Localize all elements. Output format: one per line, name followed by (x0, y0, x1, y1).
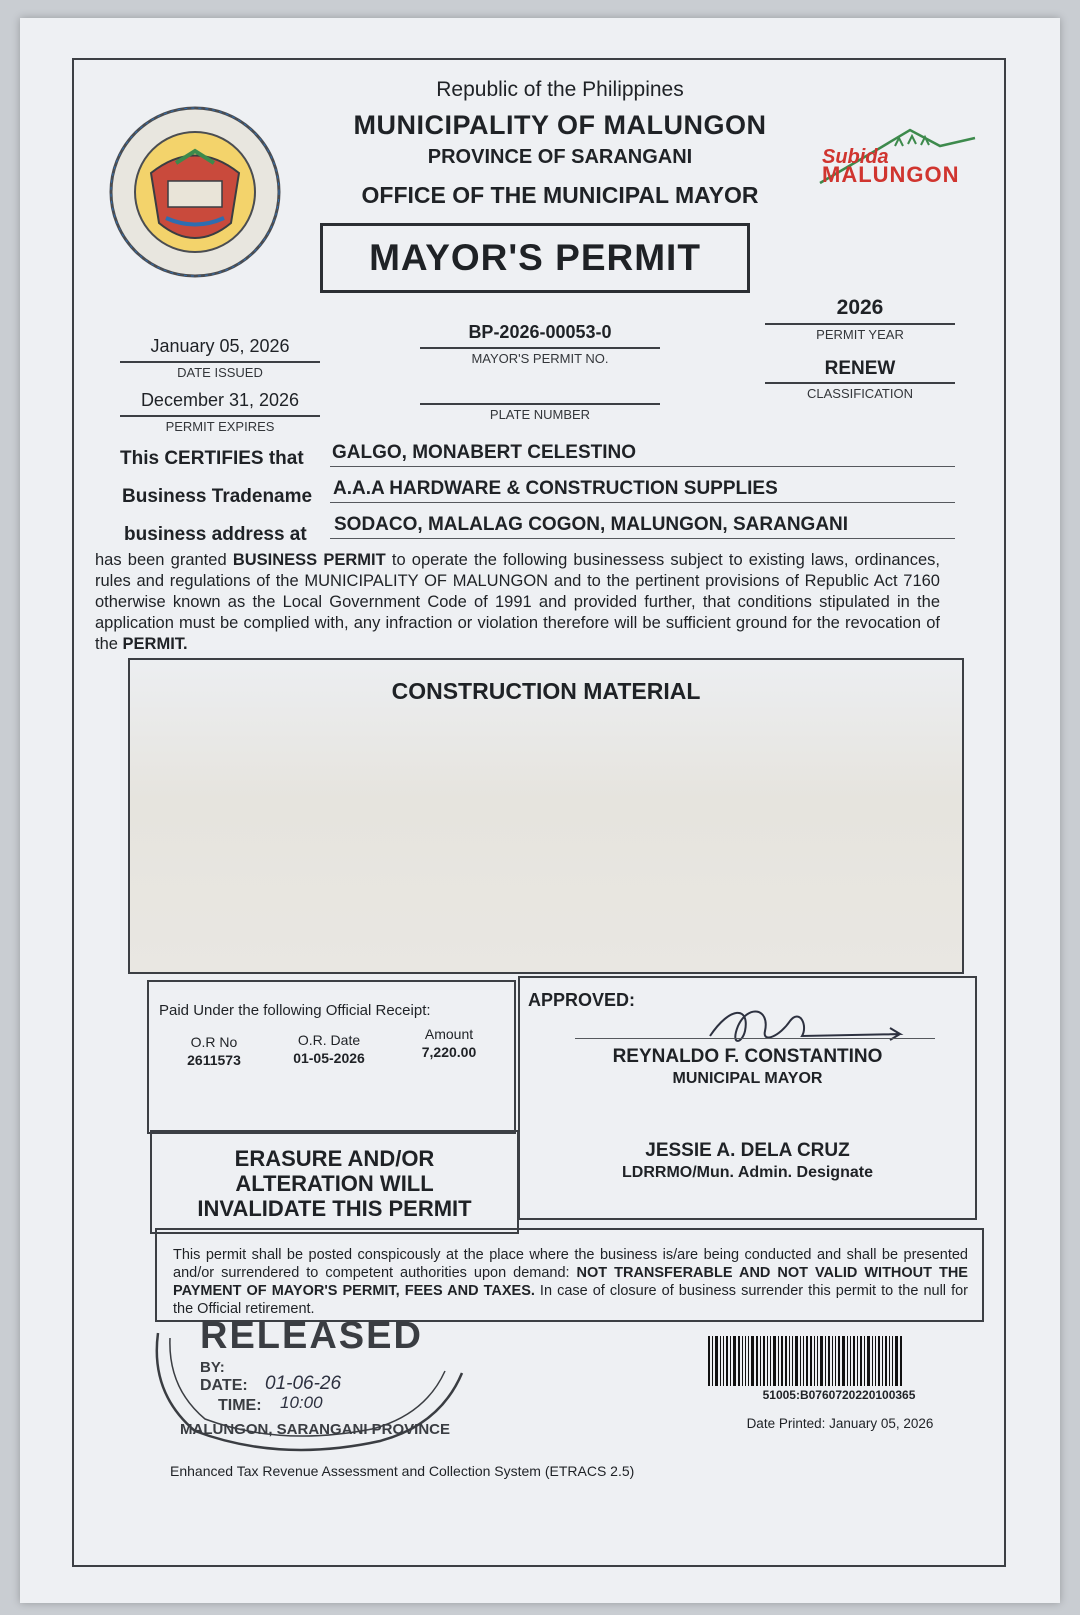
admin-title: LDRRMO/Mun. Admin. Designate (622, 1164, 873, 1181)
paragraph-bold-1: BUSINESS PERMIT (232, 551, 386, 569)
permit-year-value: 2026 (836, 296, 884, 319)
barcode-bar (785, 1336, 787, 1386)
classification-value: RENEW (824, 358, 896, 379)
warning-line2: ALTERATION WILL (235, 1171, 434, 1196)
barcode-bar (742, 1336, 743, 1386)
barcode-bar (853, 1336, 855, 1386)
barcode-bar (806, 1336, 808, 1386)
barcode-bar (825, 1336, 826, 1386)
barcode-bar (792, 1336, 793, 1386)
footer-system: Enhanced Tax Revenue Assessment and Collection System (ETRACS 2.5) (170, 1463, 635, 1479)
address-value: SODACO, MALALAG COGON, MALUNGON, SARANGANI (334, 514, 849, 535)
business-line-title: CONSTRUCTION MATERIAL (391, 678, 701, 704)
approval-box (518, 976, 977, 1220)
or-date-value: 01-05-2026 (293, 1050, 365, 1066)
barcode-bar (800, 1336, 801, 1386)
permit-no-label: MAYOR'S PERMIT NO. (471, 351, 609, 366)
barcode-bar (820, 1336, 823, 1386)
barcode-bar (773, 1336, 776, 1386)
barcode-bar (720, 1336, 721, 1386)
stamp-place: MALUNGON, SARANGANI PROVINCE (180, 1421, 451, 1438)
subida-malungon-logo (800, 118, 1000, 208)
barcode (708, 1336, 970, 1386)
date-printed: Date Printed: January 05, 2026 (746, 1416, 934, 1431)
office-heading: OFFICE OF THE MUNICIPAL MAYOR (361, 182, 759, 208)
barcode-bar (892, 1336, 893, 1386)
or-no-value: 2611573 (187, 1052, 241, 1068)
barcode-bar (875, 1336, 876, 1386)
mayor-name: REYNALDO F. CONSTANTINO (612, 1046, 883, 1067)
barcode-bar (730, 1336, 731, 1386)
barcode-bar (847, 1336, 848, 1386)
barcode-bar (900, 1336, 902, 1386)
stamp-time-label: TIME: (218, 1397, 262, 1414)
republic-heading: Republic of the Philippines (436, 78, 684, 101)
grant-paragraph (95, 550, 940, 655)
or-date-label: O.R. Date (297, 1032, 361, 1048)
tradename-line (330, 502, 955, 503)
amount-label: Amount (424, 1026, 474, 1042)
barcode-bar (789, 1336, 790, 1386)
business-line-box (128, 658, 964, 974)
logo-line1: Subida (822, 146, 889, 168)
permit-year-label: PERMIT YEAR (816, 327, 904, 342)
barcode-bar (860, 1336, 862, 1386)
address-label: business address at (124, 524, 307, 545)
barcode-bar (748, 1336, 749, 1386)
receipt-title: Paid Under the following Official Receipt: (159, 1002, 431, 1019)
notice-text-2: In case of closure of business surrender this permit to the null for the Official retirement. (173, 1283, 968, 1317)
barcode-bar (867, 1336, 870, 1386)
barcode-bar (726, 1336, 728, 1386)
barcode-bar (733, 1336, 736, 1386)
barcode-bar (832, 1336, 833, 1386)
mayor-title: MUNICIPAL MAYOR (672, 1070, 823, 1087)
plate-number-label: PLATE NUMBER (489, 407, 591, 422)
barcode-bar (895, 1336, 898, 1386)
amount-value: 7,220.00 (421, 1044, 477, 1060)
permit-expires-label: PERMIT EXPIRES (165, 419, 275, 434)
barcode-bar (838, 1336, 840, 1386)
classification-line (765, 382, 955, 384)
barcode-bar (842, 1336, 845, 1386)
barcode-bar (767, 1336, 768, 1386)
barcode-bar (889, 1336, 890, 1386)
barcode-bar (882, 1336, 883, 1386)
barcode-bar (708, 1336, 710, 1386)
classification-label: CLASSIFICATION (807, 386, 913, 401)
notice-box (155, 1228, 984, 1322)
barcode-bar (810, 1336, 812, 1386)
barcode-bar (817, 1336, 818, 1386)
municipality-heading: MUNICIPALITY OF MALUNGON (353, 110, 767, 140)
seal-text (106, 286, 284, 287)
certifies-label: This CERTIFIES that (120, 448, 304, 469)
tradename-label: Business Tradename (122, 486, 313, 507)
barcode-bar (781, 1336, 783, 1386)
barcode-bar (770, 1336, 771, 1386)
paragraph-text-1: has been granted (95, 551, 233, 569)
barcode-bar (850, 1336, 851, 1386)
permit-year-line (765, 323, 955, 325)
province-heading: PROVINCE OF SARANGANI (427, 146, 693, 168)
stamp-by-label: BY: (200, 1359, 225, 1376)
address-line (330, 538, 955, 539)
owner-line (330, 466, 955, 467)
permit-no-value: BP-2026-00053-0 (468, 322, 612, 342)
barcode-bar (828, 1336, 830, 1386)
date-issued-value: January 05, 2026 (150, 336, 290, 356)
notice-text-1: This permit shall be posted conspicously at the place where the business is/are being conducted and shall be presented and/or surrendered to competent authorities upon demand: (173, 1247, 968, 1281)
warning-line1: ERASURE AND/OR (234, 1146, 435, 1171)
stamp-word: RELEASED (200, 1315, 423, 1357)
barcode-bar (715, 1336, 718, 1386)
barcode-bar (778, 1336, 779, 1386)
date-issued-label: DATE ISSUED (177, 365, 263, 380)
barcode-bar (756, 1336, 758, 1386)
barcode-text: 51005:B0760720220100365 (762, 1388, 916, 1402)
barcode-bar (872, 1336, 873, 1386)
barcode-bar (745, 1336, 746, 1386)
notice-text (173, 1246, 968, 1318)
municipal-seal-icon (106, 103, 284, 281)
barcode-bar (857, 1336, 858, 1386)
admin-name: JESSIE A. DELA CRUZ (645, 1140, 850, 1161)
barcode-bar (835, 1336, 836, 1386)
permit-expires-value: December 31, 2026 (140, 390, 300, 410)
stamp-date-label: DATE: (200, 1377, 248, 1394)
warning-line3: INVALIDATE THIS PERMIT (197, 1196, 472, 1221)
barcode-bar (751, 1336, 754, 1386)
warning-box (150, 1130, 519, 1234)
barcode-bar (878, 1336, 880, 1386)
tradename-value: A.A.A HARDWARE & CONSTRUCTION SUPPLIES (333, 478, 778, 499)
barcode-bar (795, 1336, 798, 1386)
notice-bold: NOT TRANSFERABLE AND NOT VALID WITHOUT THE PAYMENT OF MAYOR'S PERMIT, FEES AND TAXES. (173, 1265, 968, 1299)
barcode-bar (723, 1336, 724, 1386)
plate-number-line (420, 403, 660, 405)
paragraph-text-2: to operate the following businessess subject to existing laws, ordinances, rules and regulations of the MUNICIPALITY OF MALUNGON and to the pertinent provisions of Republic Act 7160 otherwise known as the Local Government Code of 1991 and provided further, that conditions stipulated in the application must be complied with, any infraction or violation therefore will be sufficient ground for the revocation of the (95, 551, 940, 653)
approved-label: APPROVED: (528, 990, 636, 1010)
date-issued-line (120, 361, 320, 363)
receipt-box (147, 980, 516, 1134)
paragraph-bold-2: PERMIT. (122, 635, 188, 653)
barcode-bar (760, 1336, 761, 1386)
barcode-bar (864, 1336, 865, 1386)
or-no-label: O.R No (190, 1034, 238, 1050)
permit-no-line (420, 347, 660, 349)
permit-sheet (20, 18, 1060, 1603)
permit-title: MAYOR'S PERMIT (320, 223, 750, 293)
released-stamp (140, 1313, 480, 1463)
owner-name: GALGO, MONABERT CELESTINO (332, 442, 636, 463)
barcode-bar (803, 1336, 804, 1386)
barcode-bar (814, 1336, 815, 1386)
stamp-time-value: 10:00 (280, 1393, 323, 1412)
barcode-bar (763, 1336, 765, 1386)
barcode-bar (712, 1336, 713, 1386)
mayor-signature-line (575, 1038, 935, 1039)
barcode-bar (738, 1336, 740, 1386)
stamp-date-value: 01-06-26 (265, 1373, 342, 1394)
barcode-bar (885, 1336, 887, 1386)
logo-line2: MALUNGON (822, 162, 960, 187)
permit-expires-line (120, 415, 320, 417)
